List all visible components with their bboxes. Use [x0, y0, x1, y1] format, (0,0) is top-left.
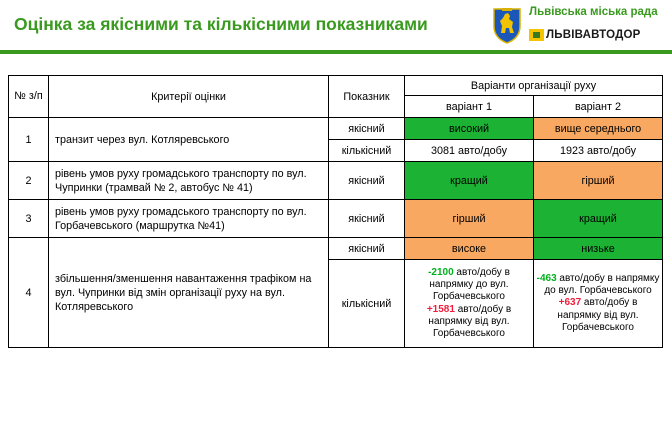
indicator-cell: якісний	[329, 238, 405, 260]
row-criterion: рівень умов руху громадського транспорту по вул. Горбачевського (маршрутка №41)	[49, 200, 329, 238]
header-indicator: Показник	[329, 76, 405, 118]
header-criteria: Критерії оцінки	[49, 76, 329, 118]
indicator-cell: кількісний	[329, 140, 405, 162]
evaluation-table	[8, 75, 663, 348]
table-row	[9, 118, 663, 140]
brand-name: ЛЬВІВАВТОДОР	[546, 29, 641, 41]
traffic-direction-text: авто/добу в напрямку до вул. Горбачевського	[429, 266, 510, 303]
variant1-value	[405, 260, 534, 348]
indicator-cell: кількісний	[329, 260, 405, 348]
header-variant-2: варіант 2	[534, 96, 663, 118]
header-number: № з/п	[9, 76, 49, 118]
variant1-value: високе	[405, 238, 534, 260]
variant2-value	[534, 260, 663, 348]
table-row	[9, 200, 663, 238]
variant2-value: низьке	[534, 238, 663, 260]
row-criterion: збільшення/зменшення навантаження трафіком на вул. Чупринки від змін організації руху на вул. Котляревського	[49, 238, 329, 348]
traffic-decrease-value: -463	[536, 272, 557, 284]
header-variants-group: Варіанти організації руху	[405, 76, 663, 96]
brand-logo	[529, 27, 640, 43]
brand-logo-icon	[529, 29, 544, 41]
lviv-coat-of-arms-icon	[492, 6, 522, 44]
indicator-cell: якісний	[329, 162, 405, 200]
variant1-value: 3081 авто/добу	[405, 140, 534, 162]
row-criterion: транзит через вул. Котляревського	[49, 118, 329, 162]
traffic-decrease-value: -2100	[428, 266, 454, 278]
indicator-cell: якісний	[329, 200, 405, 238]
table-row	[9, 162, 663, 200]
indicator-cell: якісний	[329, 118, 405, 140]
traffic-increase-value: +1581	[426, 303, 455, 315]
variant2-value: кращий	[534, 200, 663, 238]
traffic-increase-value: +637	[558, 297, 582, 309]
variant1-value: гірший	[405, 200, 534, 238]
row-number: 2	[9, 162, 49, 200]
traffic-direction-text: авто/добу в напрямку від вул. Горбачевського	[557, 297, 639, 333]
table-row	[9, 238, 663, 260]
variant2-value: 1923 авто/добу	[534, 140, 663, 162]
header	[0, 0, 672, 52]
header-divider	[0, 50, 672, 54]
header-variant-1: варіант 1	[405, 96, 534, 118]
row-number: 1	[9, 118, 49, 162]
traffic-direction-text: авто/добу в напрямку від вул. Горбачевського	[428, 303, 512, 340]
row-number: 4	[9, 238, 49, 348]
row-number: 3	[9, 200, 49, 238]
variant1-value: високий	[405, 118, 534, 140]
council-name: Львівська міська рада	[529, 6, 658, 18]
page-title: Оцінка за якісними та кількісними показниками	[14, 14, 428, 34]
traffic-direction-text: авто/добу в напрямку до вул. Горбачевського	[544, 272, 660, 297]
row-criterion: рівень умов руху громадського транспорту по вул. Чупринки (трамвай № 2, автобус № 41)	[49, 162, 329, 200]
variant2-value: вище середнього	[534, 118, 663, 140]
variant1-value: кращий	[405, 162, 534, 200]
variant2-value: гірший	[534, 162, 663, 200]
